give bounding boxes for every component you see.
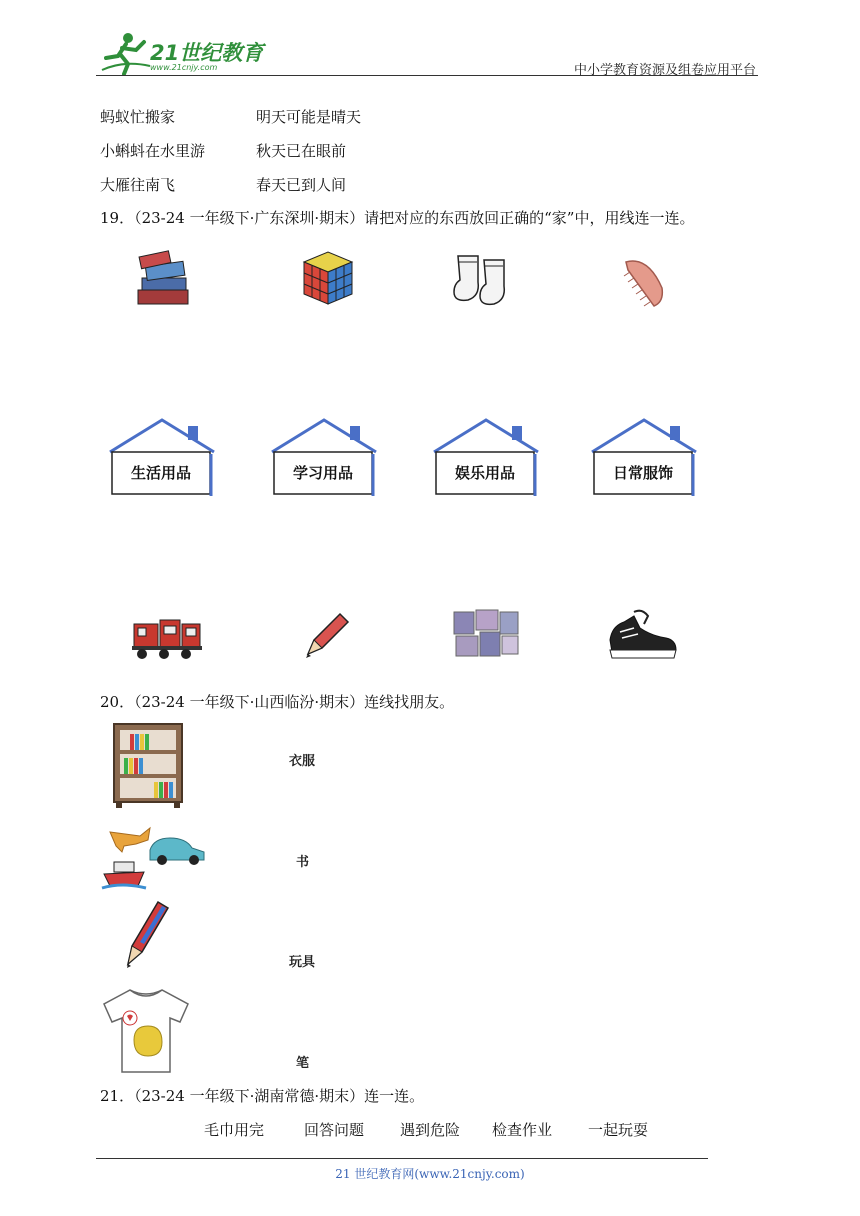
option-1: 毛巾用完: [204, 1121, 265, 1139]
comb-icon: [618, 252, 672, 312]
bookshelf-icon: [110, 720, 186, 808]
option-5: 一起玩耍: [588, 1121, 649, 1139]
house-study-goods: [270, 416, 378, 498]
footer-divider: [96, 1158, 708, 1159]
pair-left-1: 蚂蚁忙搬家: [100, 108, 176, 126]
question-21: 21．（23-24 一年级下·湖南常德·期末）连一连。: [100, 1087, 425, 1105]
label-clothes: 衣服: [289, 754, 316, 769]
pair-right-2: 秋天已在眼前: [256, 142, 347, 160]
pair-right-3: 春天已到人间: [256, 176, 347, 194]
toy-train-icon: [128, 606, 204, 662]
house-daily-clothing: [590, 416, 698, 498]
label-pen: 笔: [296, 1056, 310, 1071]
house-label: 娱乐用品: [454, 464, 515, 482]
logo-text: 21世纪教育: [150, 41, 264, 65]
footer-text: 21 世纪教育网(www.21cnjy.com): [335, 1167, 525, 1181]
house-daily-goods: [108, 416, 216, 498]
house-label: 生活用品: [130, 464, 191, 482]
house-entertainment-goods: [432, 416, 540, 498]
socks-icon: [450, 252, 520, 310]
platform-name: 中小学教育资源及组卷应用平台: [573, 63, 756, 78]
header-divider: [96, 75, 758, 76]
house-outline-icon: [270, 416, 378, 498]
logo-url: www.21cnjy.com: [150, 63, 218, 72]
house-label: 日常服饰: [612, 464, 673, 482]
toy-vehicles-icon: [100, 822, 212, 892]
pencil-icon: [300, 610, 350, 662]
option-2: 回答问题: [304, 1121, 365, 1139]
rubiks-cube-icon: [298, 248, 356, 308]
option-3: 遇到危险: [400, 1121, 461, 1139]
books-icon: [134, 250, 194, 310]
label-book: 书: [296, 855, 310, 870]
sneakers-icon: [604, 606, 680, 666]
question-20: 20．（23-24 一年级下·山西临汾·期末）连线找朋友。: [100, 693, 455, 711]
house-outline-icon: [432, 416, 540, 498]
jigsaw-puzzle-icon: [446, 604, 524, 666]
label-toys: 玩具: [289, 955, 316, 970]
runner-logo-icon: [98, 30, 154, 76]
house-outline-icon: [590, 416, 698, 498]
house-label: 学习用品: [292, 464, 353, 482]
house-outline-icon: [108, 416, 216, 498]
pair-right-1: 明天可能是晴天: [256, 108, 362, 126]
pair-left-3: 大雁往南飞: [100, 176, 176, 194]
pencil-icon: [122, 898, 170, 970]
option-4: 检查作业: [492, 1121, 553, 1139]
question-19: 19．（23-24 一年级下·广东深圳·期末）请把对应的东西放回正确的“家”中，用线连一连。: [100, 209, 695, 227]
tshirt-icon: [100, 986, 192, 1076]
pair-left-2: 小蝌蚪在水里游: [100, 142, 206, 160]
